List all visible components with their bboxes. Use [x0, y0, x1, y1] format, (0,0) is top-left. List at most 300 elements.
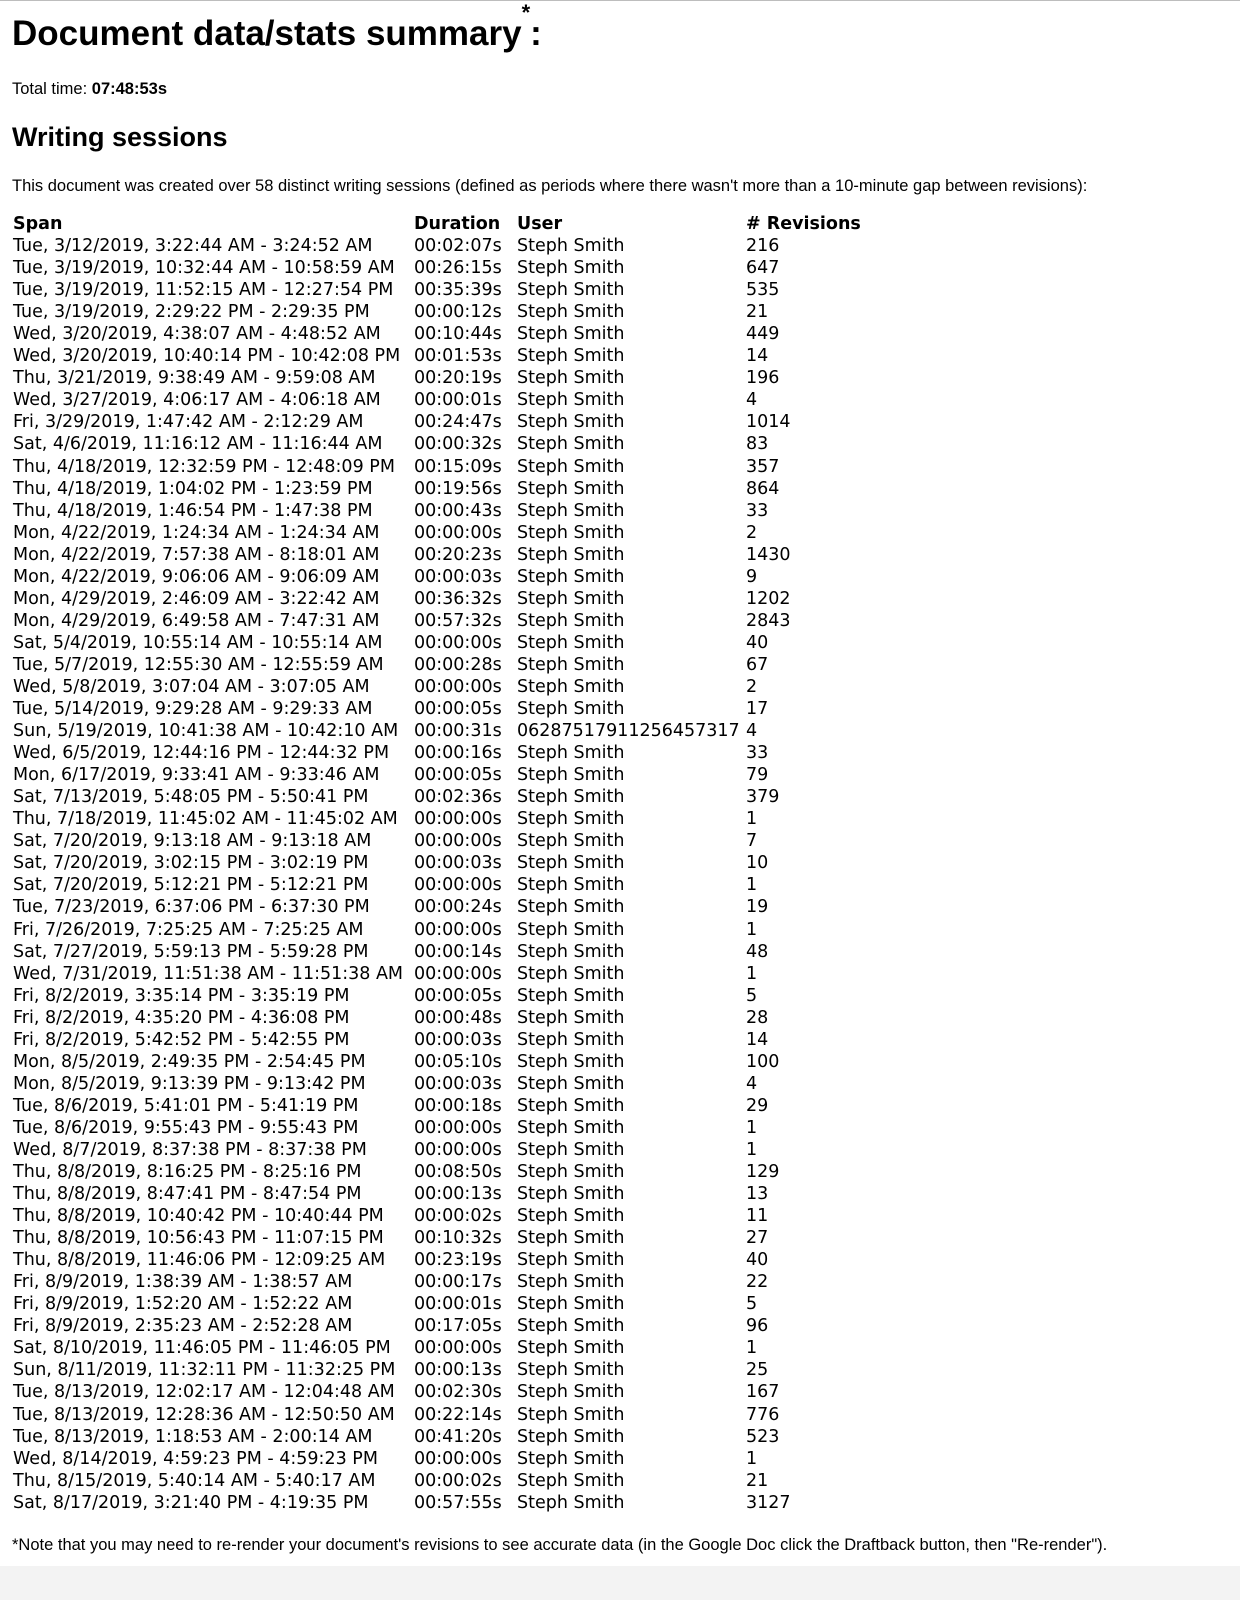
sessions-table-body — [13, 235, 906, 1514]
table-row — [13, 874, 906, 896]
table-row — [13, 566, 906, 588]
span-cell: Thu, 4/18/2019, 12:32:59 PM - 12:48:09 PM — [13, 456, 395, 477]
span-cell: Tue, 5/7/2019, 12:55:30 AM - 12:55:59 AM — [13, 654, 384, 675]
span-cell: Fri, 8/2/2019, 5:42:52 PM - 5:42:55 PM — [13, 1029, 350, 1050]
user-cell: Steph Smith — [517, 1338, 625, 1359]
duration-cell: 00:23:19s — [414, 1250, 502, 1271]
user-cell: Steph Smith — [517, 346, 625, 367]
span-cell: Mon, 8/5/2019, 9:13:39 PM - 9:13:42 PM — [13, 1073, 366, 1094]
revisions-cell: 22 — [746, 1272, 769, 1293]
table-row — [13, 323, 906, 345]
user-cell: Steph Smith — [517, 941, 625, 962]
revisions-cell: 1430 — [746, 544, 791, 565]
span-cell: Tue, 8/6/2019, 9:55:43 PM - 9:55:43 PM — [13, 1117, 359, 1138]
revisions-cell: 21 — [746, 1470, 769, 1491]
table-row — [13, 808, 906, 830]
revisions-cell: 1 — [746, 1117, 758, 1138]
user-cell: Steph Smith — [517, 500, 625, 521]
revisions-cell: 83 — [746, 434, 769, 455]
revisions-cell: 33 — [746, 743, 769, 764]
duration-cell: 00:00:00s — [414, 963, 502, 984]
user-cell: Steph Smith — [517, 258, 625, 279]
table-row — [13, 522, 906, 544]
table-row — [13, 698, 906, 720]
table-row — [13, 676, 906, 698]
user-cell: Steph Smith — [517, 1184, 625, 1205]
table-row — [13, 411, 906, 433]
revisions-cell: 79 — [746, 765, 769, 786]
table-row — [13, 941, 906, 963]
revisions-cell: 40 — [746, 632, 769, 653]
revisions-cell: 3127 — [746, 1492, 791, 1513]
span-cell: Tue, 8/13/2019, 12:02:17 AM - 12:04:48 AM — [13, 1382, 395, 1403]
duration-cell: 00:00:05s — [414, 765, 502, 786]
table-row — [13, 1426, 906, 1448]
table-row — [13, 1249, 906, 1271]
revisions-cell: 4 — [746, 1073, 758, 1094]
table-row — [13, 500, 906, 522]
duration-cell: 00:00:02s — [414, 1470, 502, 1491]
table-row — [13, 544, 906, 566]
footnote: *Note that you may need to re-render your document's revisions to see accurate data (in the Google Doc click the Draftback button, then "Re-render"). — [12, 1536, 1108, 1554]
span-cell: Tue, 8/6/2019, 5:41:01 PM - 5:41:19 PM — [13, 1095, 359, 1116]
section-title-writing-sessions: Writing sessions — [12, 122, 228, 152]
user-cell: Steph Smith — [517, 412, 625, 433]
duration-cell: 00:41:20s — [414, 1426, 502, 1447]
revisions-cell: 1 — [746, 919, 758, 940]
user-cell: Steph Smith — [517, 787, 625, 808]
user-cell: Steph Smith — [517, 1007, 625, 1028]
table-row — [13, 1359, 906, 1381]
duration-cell: 00:00:00s — [414, 676, 502, 697]
duration-cell: 00:00:01s — [414, 1294, 502, 1315]
revisions-cell: 4 — [746, 390, 758, 411]
revisions-cell: 535 — [746, 280, 780, 301]
user-cell: 06287517911256457317 — [517, 721, 740, 742]
user-cell: Steph Smith — [517, 236, 625, 257]
span-cell: Wed, 3/20/2019, 10:40:14 PM - 10:42:08 PM — [13, 346, 401, 367]
duration-cell: 00:00:00s — [414, 919, 502, 940]
span-cell: Wed, 3/27/2019, 4:06:17 AM - 4:06:18 AM — [13, 390, 381, 411]
user-cell: Steph Smith — [517, 1139, 625, 1160]
table-row — [13, 1007, 906, 1029]
duration-cell: 00:00:24s — [414, 897, 502, 918]
revisions-cell: 1 — [746, 1338, 758, 1359]
revisions-cell: 4 — [746, 721, 758, 742]
table-row — [13, 963, 906, 985]
duration-cell: 00:57:55s — [414, 1492, 502, 1513]
duration-cell: 00:24:47s — [414, 412, 502, 433]
bottom-strip — [0, 1566, 1240, 1600]
revisions-cell: 9 — [746, 566, 758, 587]
revisions-cell: 10 — [746, 853, 769, 874]
column-header-duration: Duration — [414, 214, 501, 234]
duration-cell: 00:00:13s — [414, 1360, 502, 1381]
revisions-cell: 40 — [746, 1250, 769, 1271]
duration-cell: 00:00:03s — [414, 853, 502, 874]
page-title-suffix: : — [530, 14, 542, 53]
span-cell: Tue, 3/19/2019, 2:29:22 PM - 2:29:35 PM — [13, 302, 370, 323]
table-row — [13, 433, 906, 455]
table-row — [13, 1448, 906, 1470]
span-cell: Mon, 6/17/2019, 9:33:41 AM - 9:33:46 AM — [13, 765, 380, 786]
span-cell: Wed, 8/14/2019, 4:59:23 PM - 4:59:23 PM — [13, 1448, 378, 1469]
span-cell: Wed, 6/5/2019, 12:44:16 PM - 12:44:32 PM — [13, 743, 390, 764]
revisions-cell: 27 — [746, 1228, 769, 1249]
duration-cell: 00:00:12s — [414, 302, 502, 323]
revisions-cell: 21 — [746, 302, 769, 323]
user-cell: Steph Smith — [517, 1382, 625, 1403]
revisions-cell: 864 — [746, 478, 780, 499]
revisions-cell: 1 — [746, 1139, 758, 1160]
span-cell: Thu, 8/8/2019, 8:16:25 PM - 8:25:16 PM — [13, 1162, 362, 1183]
revisions-cell: 1 — [746, 809, 758, 830]
span-cell: Wed, 3/20/2019, 4:38:07 AM - 4:48:52 AM — [13, 324, 381, 345]
duration-cell: 00:57:32s — [414, 610, 502, 631]
user-cell: Steph Smith — [517, 1029, 625, 1050]
span-cell: Fri, 8/9/2019, 2:35:23 AM - 2:52:28 AM — [13, 1316, 353, 1337]
span-cell: Sat, 8/17/2019, 3:21:40 PM - 4:19:35 PM — [13, 1492, 369, 1513]
span-cell: Mon, 8/5/2019, 2:49:35 PM - 2:54:45 PM — [13, 1051, 366, 1072]
span-cell: Fri, 8/9/2019, 1:52:20 AM - 1:52:22 AM — [13, 1294, 353, 1315]
span-cell: Sat, 7/13/2019, 5:48:05 PM - 5:50:41 PM — [13, 787, 369, 808]
duration-cell: 00:00:00s — [414, 632, 502, 653]
user-cell: Steph Smith — [517, 632, 625, 653]
duration-cell: 00:01:53s — [414, 346, 502, 367]
span-cell: Sat, 7/27/2019, 5:59:13 PM - 5:59:28 PM — [13, 941, 369, 962]
table-row — [13, 389, 906, 411]
user-cell: Steph Smith — [517, 853, 625, 874]
span-cell: Mon, 4/22/2019, 9:06:06 AM - 9:06:09 AM — [13, 566, 380, 587]
duration-cell: 00:00:05s — [414, 699, 502, 720]
revisions-cell: 1202 — [746, 588, 791, 609]
sessions-table — [13, 213, 906, 1514]
table-row — [13, 478, 906, 500]
revisions-cell: 33 — [746, 500, 769, 521]
top-border — [0, 0, 1240, 1]
duration-cell: 00:02:30s — [414, 1382, 502, 1403]
duration-cell: 00:19:56s — [414, 478, 502, 499]
revisions-cell: 2 — [746, 522, 758, 543]
span-cell: Tue, 8/13/2019, 12:28:36 AM - 12:50:50 AM — [13, 1404, 395, 1425]
duration-cell: 00:00:03s — [414, 1073, 502, 1094]
table-row — [13, 1381, 906, 1403]
table-row — [13, 1161, 906, 1183]
user-cell: Steph Smith — [517, 1316, 625, 1337]
duration-cell: 00:00:00s — [414, 831, 502, 852]
table-row — [13, 1029, 906, 1051]
table-row — [13, 1073, 906, 1095]
duration-cell: 00:00:14s — [414, 941, 502, 962]
span-cell: Wed, 5/8/2019, 3:07:04 AM - 3:07:05 AM — [13, 676, 370, 697]
table-row — [13, 1205, 906, 1227]
revisions-cell: 17 — [746, 699, 769, 720]
span-cell: Sat, 4/6/2019, 11:16:12 AM - 11:16:44 AM — [13, 434, 383, 455]
revisions-cell: 357 — [746, 456, 780, 477]
span-cell: Fri, 8/2/2019, 4:35:20 PM - 4:36:08 PM — [13, 1007, 350, 1028]
user-cell: Steph Smith — [517, 919, 625, 940]
duration-cell: 00:00:48s — [414, 1007, 502, 1028]
revisions-cell: 5 — [746, 1294, 758, 1315]
table-row — [13, 896, 906, 918]
user-cell: Steph Smith — [517, 544, 625, 565]
duration-cell: 00:00:05s — [414, 985, 502, 1006]
page-title-text: Document data/stats summary — [12, 14, 522, 53]
user-cell: Steph Smith — [517, 522, 625, 543]
table-row — [13, 919, 906, 941]
table-row — [13, 1271, 906, 1293]
user-cell: Steph Smith — [517, 1117, 625, 1138]
table-row — [13, 1051, 906, 1073]
user-cell: Steph Smith — [517, 1360, 625, 1381]
duration-cell: 00:15:09s — [414, 456, 502, 477]
user-cell: Steph Smith — [517, 390, 625, 411]
table-row — [13, 1117, 906, 1139]
span-cell: Mon, 4/22/2019, 7:57:38 AM - 8:18:01 AM — [13, 544, 380, 565]
table-row — [13, 632, 906, 654]
user-cell: Steph Smith — [517, 302, 625, 323]
duration-cell: 00:00:03s — [414, 566, 502, 587]
user-cell: Steph Smith — [517, 809, 625, 830]
table-row — [13, 786, 906, 808]
revisions-cell: 100 — [746, 1051, 780, 1072]
span-cell: Tue, 3/19/2019, 10:32:44 AM - 10:58:59 AM — [13, 258, 395, 279]
table-row — [13, 1404, 906, 1426]
user-cell: Steph Smith — [517, 654, 625, 675]
duration-cell: 00:00:13s — [414, 1184, 502, 1205]
table-row — [13, 1095, 906, 1117]
revisions-cell: 196 — [746, 368, 780, 389]
revisions-cell: 523 — [746, 1426, 780, 1447]
user-cell: Steph Smith — [517, 1272, 625, 1293]
span-cell: Mon, 4/29/2019, 6:49:58 AM - 7:47:31 AM — [13, 610, 380, 631]
user-cell: Steph Smith — [517, 831, 625, 852]
user-cell: Steph Smith — [517, 434, 625, 455]
duration-cell: 00:00:28s — [414, 654, 502, 675]
table-row — [13, 1293, 906, 1315]
duration-cell: 00:17:05s — [414, 1316, 502, 1337]
span-cell: Thu, 4/18/2019, 1:04:02 PM - 1:23:59 PM — [13, 478, 373, 499]
table-row — [13, 1315, 906, 1337]
duration-cell: 00:02:36s — [414, 787, 502, 808]
revisions-cell: 96 — [746, 1316, 769, 1337]
duration-cell: 00:00:00s — [414, 1338, 502, 1359]
span-cell: Tue, 7/23/2019, 6:37:06 PM - 6:37:30 PM — [13, 897, 370, 918]
column-header-revisions: # Revisions — [746, 214, 861, 234]
table-row — [13, 1227, 906, 1249]
revisions-cell: 1 — [746, 963, 758, 984]
span-cell: Sat, 7/20/2019, 9:13:18 AM - 9:13:18 AM — [13, 831, 372, 852]
revisions-cell: 1 — [746, 875, 758, 896]
user-cell: Steph Smith — [517, 875, 625, 896]
table-row — [13, 1139, 906, 1161]
duration-cell: 00:00:31s — [414, 721, 502, 742]
table-row — [13, 279, 906, 301]
table-row — [13, 830, 906, 852]
duration-cell: 00:02:07s — [414, 236, 502, 257]
table-row — [13, 764, 906, 786]
duration-cell: 00:00:01s — [414, 390, 502, 411]
user-cell: Steph Smith — [517, 610, 625, 631]
table-row — [13, 720, 906, 742]
user-cell: Steph Smith — [517, 1426, 625, 1447]
user-cell: Steph Smith — [517, 456, 625, 477]
revisions-cell: 28 — [746, 1007, 769, 1028]
revisions-cell: 67 — [746, 654, 769, 675]
revisions-cell: 2 — [746, 676, 758, 697]
page-title — [12, 0, 542, 60]
revisions-cell: 1014 — [746, 412, 791, 433]
span-cell: Mon, 4/29/2019, 2:46:09 AM - 3:22:42 AM — [13, 588, 380, 609]
duration-cell: 00:00:03s — [414, 1029, 502, 1050]
span-cell: Tue, 3/19/2019, 11:52:15 AM - 12:27:54 PM — [13, 280, 394, 301]
span-cell: Sun, 8/11/2019, 11:32:11 PM - 11:32:25 PM — [13, 1360, 396, 1381]
table-row — [13, 235, 906, 257]
span-cell: Mon, 4/22/2019, 1:24:34 AM - 1:24:34 AM — [13, 522, 380, 543]
revisions-cell: 13 — [746, 1184, 769, 1205]
duration-cell: 00:36:32s — [414, 588, 502, 609]
revisions-cell: 14 — [746, 346, 769, 367]
span-cell: Wed, 8/7/2019, 8:37:38 PM - 8:37:38 PM — [13, 1139, 367, 1160]
table-row — [13, 588, 906, 610]
user-cell: Steph Smith — [517, 676, 625, 697]
duration-cell: 00:35:39s — [414, 280, 502, 301]
duration-cell: 00:00:00s — [414, 1448, 502, 1469]
duration-cell: 00:00:00s — [414, 1117, 502, 1138]
user-cell: Steph Smith — [517, 1051, 625, 1072]
table-row — [13, 301, 906, 323]
span-cell: Fri, 3/29/2019, 1:47:42 AM - 2:12:29 AM — [13, 412, 364, 433]
total-time-label: Total time: — [12, 80, 92, 98]
duration-cell: 00:22:14s — [414, 1404, 502, 1425]
revisions-cell: 129 — [746, 1162, 780, 1183]
duration-cell: 00:05:10s — [414, 1051, 502, 1072]
user-cell: Steph Smith — [517, 1073, 625, 1094]
revisions-cell: 25 — [746, 1360, 769, 1381]
revisions-cell: 19 — [746, 897, 769, 918]
revisions-cell: 167 — [746, 1382, 780, 1403]
user-cell: Steph Smith — [517, 1492, 625, 1513]
user-cell: Steph Smith — [517, 588, 625, 609]
span-cell: Thu, 3/21/2019, 9:38:49 AM - 9:59:08 AM — [13, 368, 376, 389]
user-cell: Steph Smith — [517, 324, 625, 345]
user-cell: Steph Smith — [517, 1162, 625, 1183]
span-cell: Sat, 5/4/2019, 10:55:14 AM - 10:55:14 AM — [13, 632, 383, 653]
span-cell: Thu, 4/18/2019, 1:46:54 PM - 1:47:38 PM — [13, 500, 373, 521]
table-row — [13, 456, 906, 478]
duration-cell: 00:00:32s — [414, 434, 502, 455]
span-cell: Sat, 7/20/2019, 3:02:15 PM - 3:02:19 PM — [13, 853, 369, 874]
user-cell: Steph Smith — [517, 1228, 625, 1249]
duration-cell: 00:00:02s — [414, 1206, 502, 1227]
user-cell: Steph Smith — [517, 1470, 625, 1491]
revisions-cell: 2843 — [746, 610, 791, 631]
user-cell: Steph Smith — [517, 1294, 625, 1315]
table-row — [13, 852, 906, 874]
revisions-cell: 776 — [746, 1404, 780, 1425]
table-row — [13, 1337, 906, 1359]
span-cell: Tue, 5/14/2019, 9:29:28 AM - 9:29:33 AM — [13, 699, 373, 720]
table-row — [13, 742, 906, 764]
span-cell: Thu, 8/8/2019, 11:46:06 PM - 12:09:25 AM — [13, 1250, 386, 1271]
duration-cell: 00:00:43s — [414, 500, 502, 521]
revisions-cell: 7 — [746, 831, 758, 852]
duration-cell: 00:08:50s — [414, 1162, 502, 1183]
user-cell: Steph Smith — [517, 1404, 625, 1425]
user-cell: Steph Smith — [517, 765, 625, 786]
duration-cell: 00:00:16s — [414, 743, 502, 764]
revisions-cell: 379 — [746, 787, 780, 808]
column-header-span: Span — [13, 214, 63, 234]
user-cell: Steph Smith — [517, 1448, 625, 1469]
column-header-user: User — [517, 214, 563, 234]
duration-cell: 00:00:00s — [414, 1139, 502, 1160]
duration-cell: 00:20:23s — [414, 544, 502, 565]
user-cell: Steph Smith — [517, 1206, 625, 1227]
duration-cell: 00:00:00s — [414, 875, 502, 896]
revisions-cell: 5 — [746, 985, 758, 1006]
revisions-cell: 11 — [746, 1206, 769, 1227]
span-cell: Fri, 8/2/2019, 3:35:14 PM - 3:35:19 PM — [13, 985, 350, 1006]
span-cell: Thu, 8/15/2019, 5:40:14 AM - 5:40:17 AM — [13, 1470, 376, 1491]
span-cell: Thu, 8/8/2019, 10:40:42 PM - 10:40:44 PM — [13, 1206, 384, 1227]
sessions-intro: This document was created over 58 distinct writing sessions (defined as periods where there wasn't more than a 10-minute gap between revisions): — [12, 177, 1088, 195]
total-time — [12, 79, 167, 99]
table-header-row — [13, 213, 906, 235]
span-cell: Sat, 7/20/2019, 5:12:21 PM - 5:12:21 PM — [13, 875, 369, 896]
span-cell: Tue, 3/12/2019, 3:22:44 AM - 3:24:52 AM — [13, 236, 373, 257]
span-cell: Sun, 5/19/2019, 10:41:38 AM - 10:42:10 AM — [13, 721, 399, 742]
table-row — [13, 985, 906, 1007]
user-cell: Steph Smith — [517, 699, 625, 720]
user-cell: Steph Smith — [517, 566, 625, 587]
revisions-cell: 647 — [746, 258, 780, 279]
user-cell: Steph Smith — [517, 1250, 625, 1271]
span-cell: Wed, 7/31/2019, 11:51:38 AM - 11:51:38 AM — [13, 963, 404, 984]
user-cell: Steph Smith — [517, 280, 625, 301]
table-row — [13, 1470, 906, 1492]
span-cell: Sat, 8/10/2019, 11:46:05 PM - 11:46:05 PM — [13, 1338, 391, 1359]
user-cell: Steph Smith — [517, 963, 625, 984]
table-row — [13, 610, 906, 632]
footnote-marker: * — [521, 0, 531, 25]
duration-cell: 00:00:18s — [414, 1095, 502, 1116]
total-time-value: 07:48:53s — [91, 80, 168, 98]
duration-cell: 00:10:32s — [414, 1228, 502, 1249]
span-cell: Thu, 8/8/2019, 8:47:41 PM - 8:47:54 PM — [13, 1184, 362, 1205]
table-row — [13, 257, 906, 279]
span-cell: Thu, 8/8/2019, 10:56:43 PM - 11:07:15 PM — [13, 1228, 384, 1249]
table-row — [13, 1492, 906, 1514]
duration-cell: 00:00:00s — [414, 522, 502, 543]
user-cell: Steph Smith — [517, 478, 625, 499]
span-cell: Fri, 8/9/2019, 1:38:39 AM - 1:38:57 AM — [13, 1272, 353, 1293]
duration-cell: 00:20:19s — [414, 368, 502, 389]
table-row — [13, 654, 906, 676]
revisions-cell: 449 — [746, 324, 780, 345]
duration-cell: 00:10:44s — [414, 324, 502, 345]
user-cell: Steph Smith — [517, 368, 625, 389]
duration-cell: 00:26:15s — [414, 258, 502, 279]
duration-cell: 00:00:17s — [414, 1272, 502, 1293]
table-row — [13, 1183, 906, 1205]
duration-cell: 00:00:00s — [414, 809, 502, 830]
revisions-cell: 29 — [746, 1095, 769, 1116]
span-cell: Fri, 7/26/2019, 7:25:25 AM - 7:25:25 AM — [13, 919, 364, 940]
revisions-cell: 216 — [746, 236, 780, 257]
revisions-cell: 14 — [746, 1029, 769, 1050]
span-cell: Thu, 7/18/2019, 11:45:02 AM - 11:45:02 AM — [13, 809, 398, 830]
